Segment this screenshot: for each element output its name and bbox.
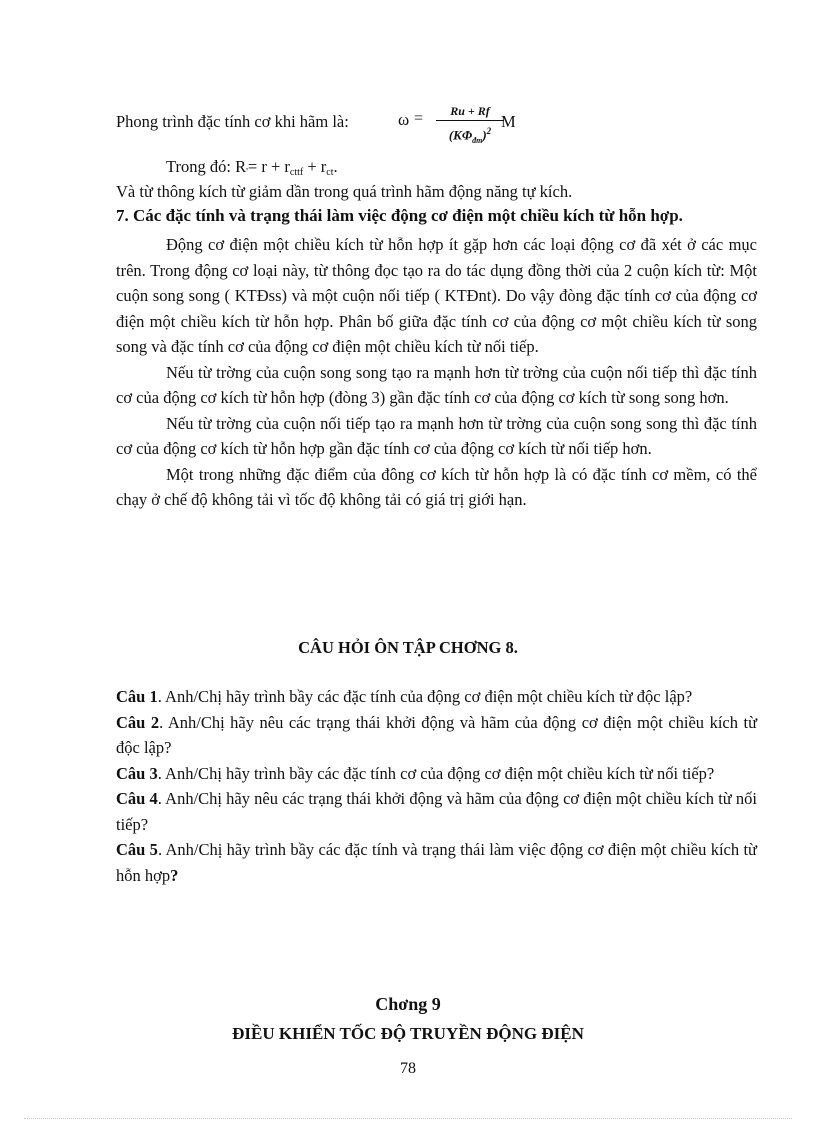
where-line: Trong đó: $R'= r + r_{cttf} + r_{ct}$. (166, 157, 338, 178)
paragraph: Động cơ điện một chiều kích từ hỗn hợp ít gặp hơn các loại động cơ đã xét ở các mục trên. Trong động cơ loại này, từ thông đọc tạo ra do tác dụng đồng thời của 2 cuộn kích từ: Một cuộn song song ( KTĐss) và một cuộn nối tiếp ( KTĐnt). Do vậy đòng đặc tính cơ của động cơ điện một chiều kích từ hỗn hợp. Phân bố giữa đặc tính cơ của động cơ một chiều kích từ song song và đặc tính cơ của động cơ điện một chiều kích từ nối tiếp. (116, 235, 757, 356)
section-7-heading: 7. Các đặc tính và trạng thái làm việc động cơ điện một chiều kích từ hỗn hợp. (116, 206, 683, 225)
formula-denominator: $(K\Phi_{đm})^2$ (448, 126, 492, 145)
formula-equals: = (414, 110, 424, 127)
page-number: 78 (400, 1060, 416, 1077)
formula-lead-text: Phong trình đặc tính cơ khi hãm là: (116, 112, 349, 131)
fraction-bar (436, 120, 504, 121)
formula-numerator: Ru + Rf (450, 104, 490, 118)
flux-line: Và từ thông kích từ giảm dần trong quá trình hãm động năng tự kích. (116, 182, 573, 201)
page-bottom-divider (24, 1118, 792, 1119)
question-item: Câu 2. Anh/Chị hãy nêu các trạng thái khởi động và hãm của động cơ điện một chiều kích từ độc lập? (116, 712, 758, 757)
question-item: Câu 5. Anh/Chị hãy trình bầy các đặc tính và trạng thái làm việc động cơ điện một chiều kích từ hỗn hợp? (116, 840, 757, 885)
paragraph: Nếu từ trờng của cuộn nối tiếp tạo ra mạnh hơn từ trờng của cuộn song song thì đặc tính cơ của động cơ kích từ hỗn hợp gần đặc tính cơ của động cơ kích từ nối tiếp hơn. (116, 413, 757, 458)
review-questions (116, 684, 757, 888)
review-title: CÂU HỎI ÔN TẬP CHƠNG 8. (298, 638, 518, 657)
formula-tail: M (501, 112, 516, 131)
formula-omega: ω (398, 110, 410, 129)
chapter-label: Chơng 9 (375, 994, 441, 1014)
question-item: Câu 3. Anh/Chị hãy trình bầy các đặc tính cơ của động cơ điện một chiều kích từ nối tiếp? (116, 763, 715, 783)
chapter-title: ĐIỀU KHIỂN TỐC ĐỘ TRUYỀN ĐỘNG ĐIỆN (232, 1024, 584, 1043)
paragraph: Một trong những đặc điểm của đông cơ kích từ hỗn hợp là có đặc tính cơ mềm, có thể chạy ở chế độ không tải vì tốc độ không tải có giá trị giới hạn. (116, 464, 757, 509)
formula-lead (116, 112, 349, 132)
question-item: Câu 4. Anh/Chị hãy nêu các trạng thái khởi động và hãm của động cơ điện một chiều kích từ nối tiếp? (116, 789, 757, 834)
section-7-body (116, 232, 757, 513)
formula (398, 103, 528, 145)
question-item: Câu 1. Anh/Chị hãy trình bầy các đặc tính của động cơ điện một chiều kích từ độc lập? (116, 687, 693, 706)
formula-fraction (436, 103, 504, 149)
paragraph: Nếu từ trờng của cuộn song song tạo ra mạnh hơn từ trờng của cuộn nối tiếp thì đặc tính cơ của động cơ kích từ hỗn hợp (đòng 3) gần đặc tính cơ của động cơ kích từ song song hơn. (116, 362, 757, 407)
